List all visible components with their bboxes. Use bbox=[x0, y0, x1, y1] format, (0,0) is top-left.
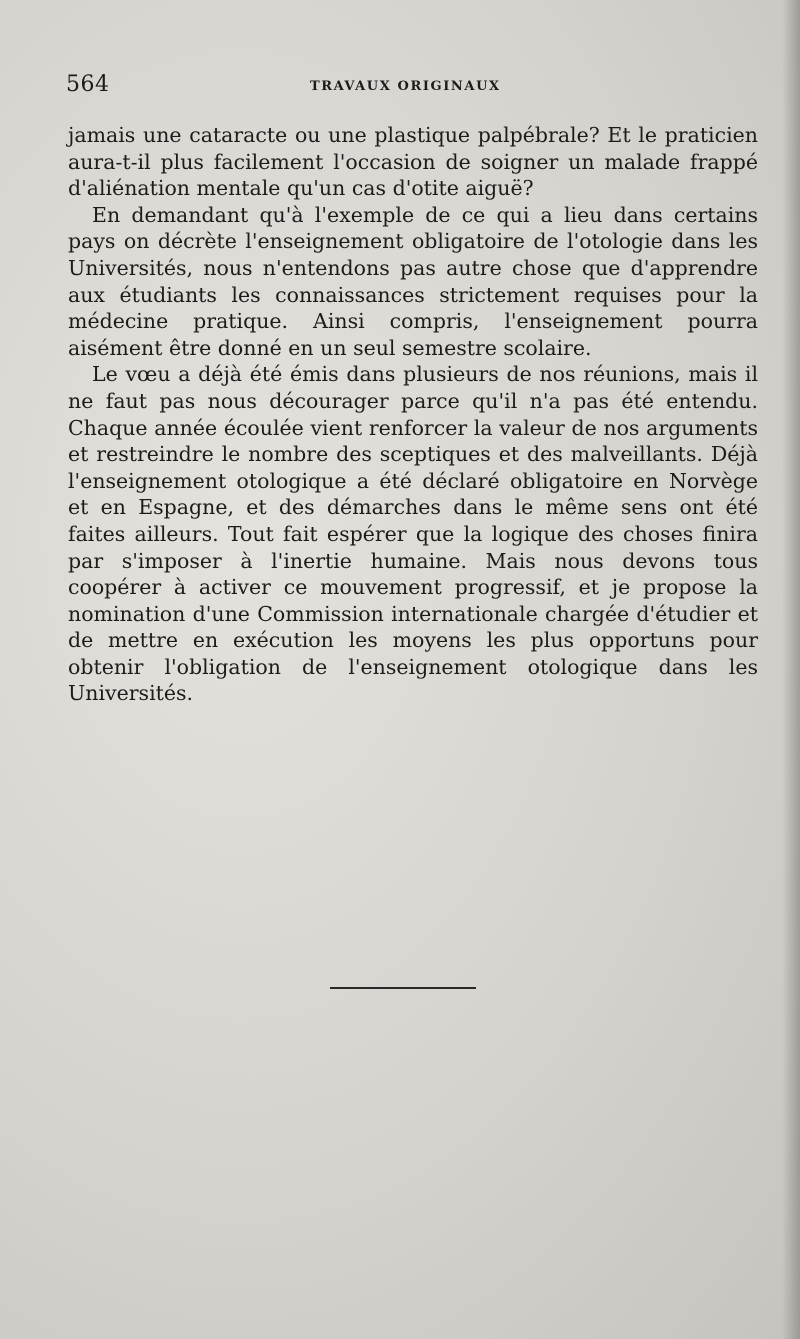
running-head: TRAVAUX ORIGINAUX bbox=[310, 79, 501, 94]
section-end-rule bbox=[330, 987, 476, 989]
paragraph: Le vœu a déjà été émis dans plusieurs de nos réunions, mais il ne faut pas nous décourager parce qu'il n'a pas été entendu. Chaque année écoulée vient renforcer la valeur de nos arguments et restreindre le nombre des sceptiques et des malveillants. Déjà l'enseignement otologique a été déclaré obligatoire en Norvège et en Espagne, et des démarches dans le même sens ont été faites ailleurs. Tout fait espérer que la logique des choses finira par s'imposer à l'inertie humaine. Mais nous devons tous coopérer à activer ce mouvement progressif, et je propose la nomination d'une Commission internationale chargée d'étudier et de mettre en exécution les moyens les plus opportuns pour obtenir l'obligation de l'enseignement otologique dans les Universités. bbox=[68, 362, 758, 706]
paragraph-continued: jamais une cataracte ou une plastique palpébrale? Et le praticien aura-t-il plus facilement l'occasion de soigner un malade frappé d'aliénation mentale qu'un cas d'otite aiguë? bbox=[68, 123, 758, 201]
page-number: 564 bbox=[66, 72, 110, 97]
page-gutter-shadow bbox=[782, 0, 800, 1339]
paragraph: En demandant qu'à l'exemple de ce qui a lieu dans certains pays on décrète l'enseignement obligatoire de l'otologie dans les Universités, nous n'entendons pas autre chose que d'apprendre aux étudiants les connaissances strictement requises pour la médecine pratique. Ainsi compris, l'enseignement pourra aisément être donné en un seul semestre scolaire. bbox=[68, 202, 758, 360]
body-text bbox=[68, 122, 758, 707]
